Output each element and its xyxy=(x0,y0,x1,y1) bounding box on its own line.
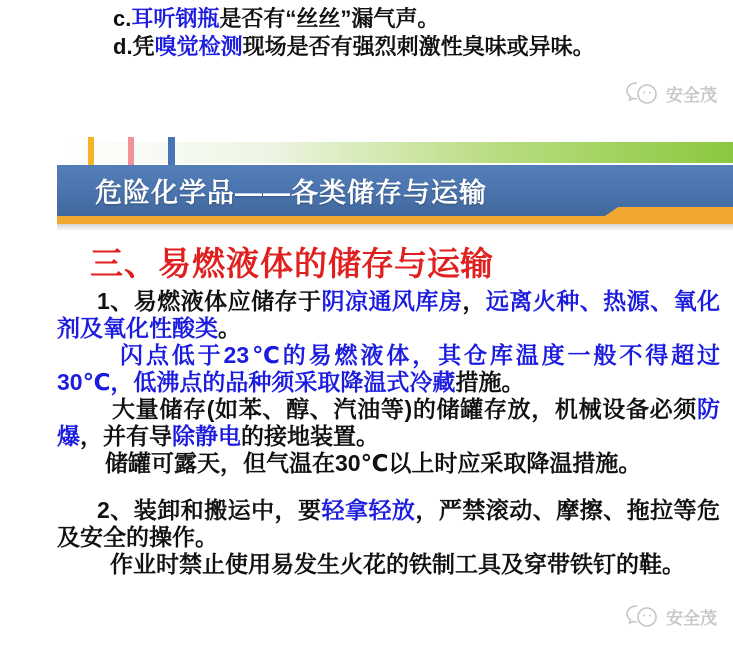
chat-bubbles-icon xyxy=(625,80,661,106)
text-segment: d.凭 xyxy=(113,34,155,59)
text-segment: 储罐可露天，但气温在30℃以上时应采取降温措施。 xyxy=(105,450,642,476)
text-segment: ， xyxy=(462,288,486,314)
note-line-d xyxy=(113,33,595,61)
decor-tick-blue xyxy=(168,137,175,165)
text-segment: ，严禁滚动、摩擦、拖拉等危及安全的操作。 xyxy=(57,497,721,550)
text-segment: ，并有导 xyxy=(80,423,172,449)
decor-tick-pink xyxy=(128,137,134,165)
text-segment: 是否有“丝丝”漏气声。 xyxy=(219,6,440,31)
banner-underline xyxy=(57,216,733,224)
watermark-text: 安全茂 xyxy=(666,85,717,105)
watermark-text: 安全茂 xyxy=(666,608,717,628)
decor-gradient-strip xyxy=(65,142,733,163)
text-segment: 防爆 xyxy=(57,396,720,449)
paragraph-1 xyxy=(57,288,720,342)
paragraph-2 xyxy=(57,342,720,396)
text-segment: 。 xyxy=(218,315,241,341)
decor-tick-yellow xyxy=(88,137,94,165)
text-segment: 措施。 xyxy=(455,369,525,395)
text-segment: 作业时禁止使用易发生火花的铁制工具及穿带铁钉的鞋。 xyxy=(110,551,685,577)
text-segment: 阴凉通风库房 xyxy=(321,288,463,314)
text-segment: 耳听钢瓶 xyxy=(131,6,220,31)
paragraph-5 xyxy=(57,497,720,551)
watermark-bottom xyxy=(625,603,717,629)
banner-title: 危险化学品——各类储存与运输 xyxy=(95,178,487,208)
text-segment: 1、易燃液体应储存于 xyxy=(97,288,322,314)
watermark-top xyxy=(625,80,717,106)
text-segment: 除静电 xyxy=(172,423,241,449)
top-notes xyxy=(113,5,595,61)
text-segment: 远离火种、热源、氧化剂及氧化性酸类 xyxy=(57,288,721,341)
text-segment: 2、装卸和搬运中，要 xyxy=(97,497,322,523)
text-segment: 闪点低于23℃的易燃液体，其仓库温度一般不得超过30℃，低沸点的品种须采取降温式冷藏 xyxy=(57,342,720,395)
text-segment: 的接地装置。 xyxy=(241,423,379,449)
text-segment: 轻拿轻放 xyxy=(321,497,416,523)
text-segment: 大量储存(如苯、醇、汽油等)的储罐存放，机械设备必须 xyxy=(112,396,697,422)
heading-emphasis: 三、易燃液体的 xyxy=(90,245,328,282)
note-line-c xyxy=(113,5,595,33)
heading-rest: 储存与运输 xyxy=(328,245,493,282)
section-heading xyxy=(90,238,493,285)
text-segment: 嗅觉检测 xyxy=(154,34,243,59)
chat-bubbles-icon xyxy=(625,603,661,629)
body-paragraphs xyxy=(57,288,720,578)
paragraph-4 xyxy=(57,450,720,477)
text-segment: c. xyxy=(113,6,132,31)
text-segment: 现场是否有强烈刺激性臭味或异味。 xyxy=(242,34,595,59)
banner-shadow xyxy=(57,224,733,231)
paragraph-3 xyxy=(57,396,720,450)
paragraph-6 xyxy=(57,551,720,578)
